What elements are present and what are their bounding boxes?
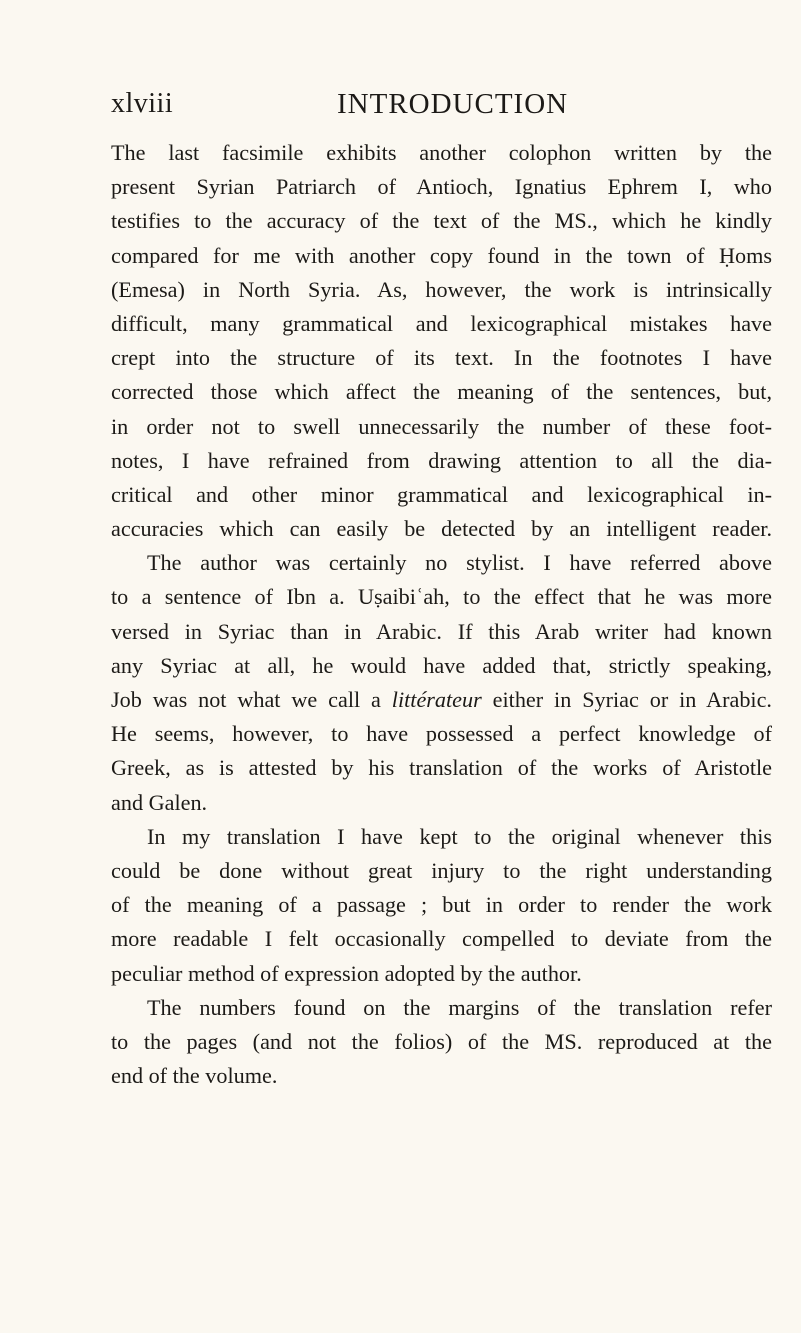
text-line: The numbers found on the margins of the translation refer <box>147 994 772 1020</box>
text-segment: Job was not what we call a <box>111 687 392 712</box>
text-line: He seems, however, to have possessed a perfect knowledge of <box>111 721 772 747</box>
text-line: peculiar method of expression adopted by the author. <box>111 960 582 986</box>
text-line: corrected those which affect the meaning of the sentences, but, <box>111 379 772 405</box>
italic-term: littérateur <box>391 687 482 712</box>
text-line: In my translation I have kept to the original whenever this <box>147 823 772 849</box>
body-text <box>111 136 772 1093</box>
text-line: The last facsimile exhibits another colophon written by the <box>111 140 772 165</box>
text-line: to the pages (and not the folios) of the MS. reproduced at the <box>111 1028 772 1054</box>
text-segment: either in Syriac or in Arabic. <box>481 687 772 712</box>
text-line: to a sentence of Ibn a. Uṣaibiʿah, to the effect that he was more <box>111 584 772 610</box>
page-number: xlviii <box>111 88 174 119</box>
text-line: could be done without great injury to the right understanding <box>111 857 772 883</box>
text-line: more readable I felt occasionally compelled to deviate from the <box>111 926 772 952</box>
text-line: testifies to the accuracy of the text of the MS., which he kindly <box>111 208 772 234</box>
text-line: any Syriac at all, he would have added that, strictly speaking, <box>111 652 772 678</box>
text-line: and Galen. <box>111 789 208 815</box>
text-line: notes, I have refrained from drawing attention to all the dia- <box>111 447 772 473</box>
text-line: versed in Syriac than in Arabic. If this Arab writer had known <box>111 618 772 644</box>
text-line: Greek, as is attested by his translation of the works of Aristotle <box>111 755 772 781</box>
page-header <box>111 88 771 128</box>
running-title: INTRODUCTION <box>337 88 569 120</box>
text-line: accuracies which can easily be detected by an intelligent reader. <box>111 516 772 542</box>
text-line: (Emesa) in North Syria. As, however, the work is intrinsically <box>111 276 772 302</box>
text-line: compared for me with another copy found in the town of Ḥoms <box>111 242 772 268</box>
text-line: difficult, many grammatical and lexicographical mistakes have <box>111 310 772 336</box>
text-line: crept into the structure of its text. In the footnotes I have <box>111 345 772 371</box>
text-line: present Syrian Patriarch of Antioch, Ignatius Ephrem I, who <box>111 174 772 200</box>
text-line: in order not to swell unnecessarily the number of these foot- <box>111 413 772 439</box>
text-line <box>111 683 772 717</box>
text-line: critical and other minor grammatical and lexicographical in- <box>111 481 772 507</box>
text-line: end of the volume. <box>111 1063 278 1089</box>
text-line: of the meaning of a passage ; but in order to render the work <box>111 892 772 918</box>
text-line: The author was certainly no stylist. I have referred above <box>147 550 772 576</box>
